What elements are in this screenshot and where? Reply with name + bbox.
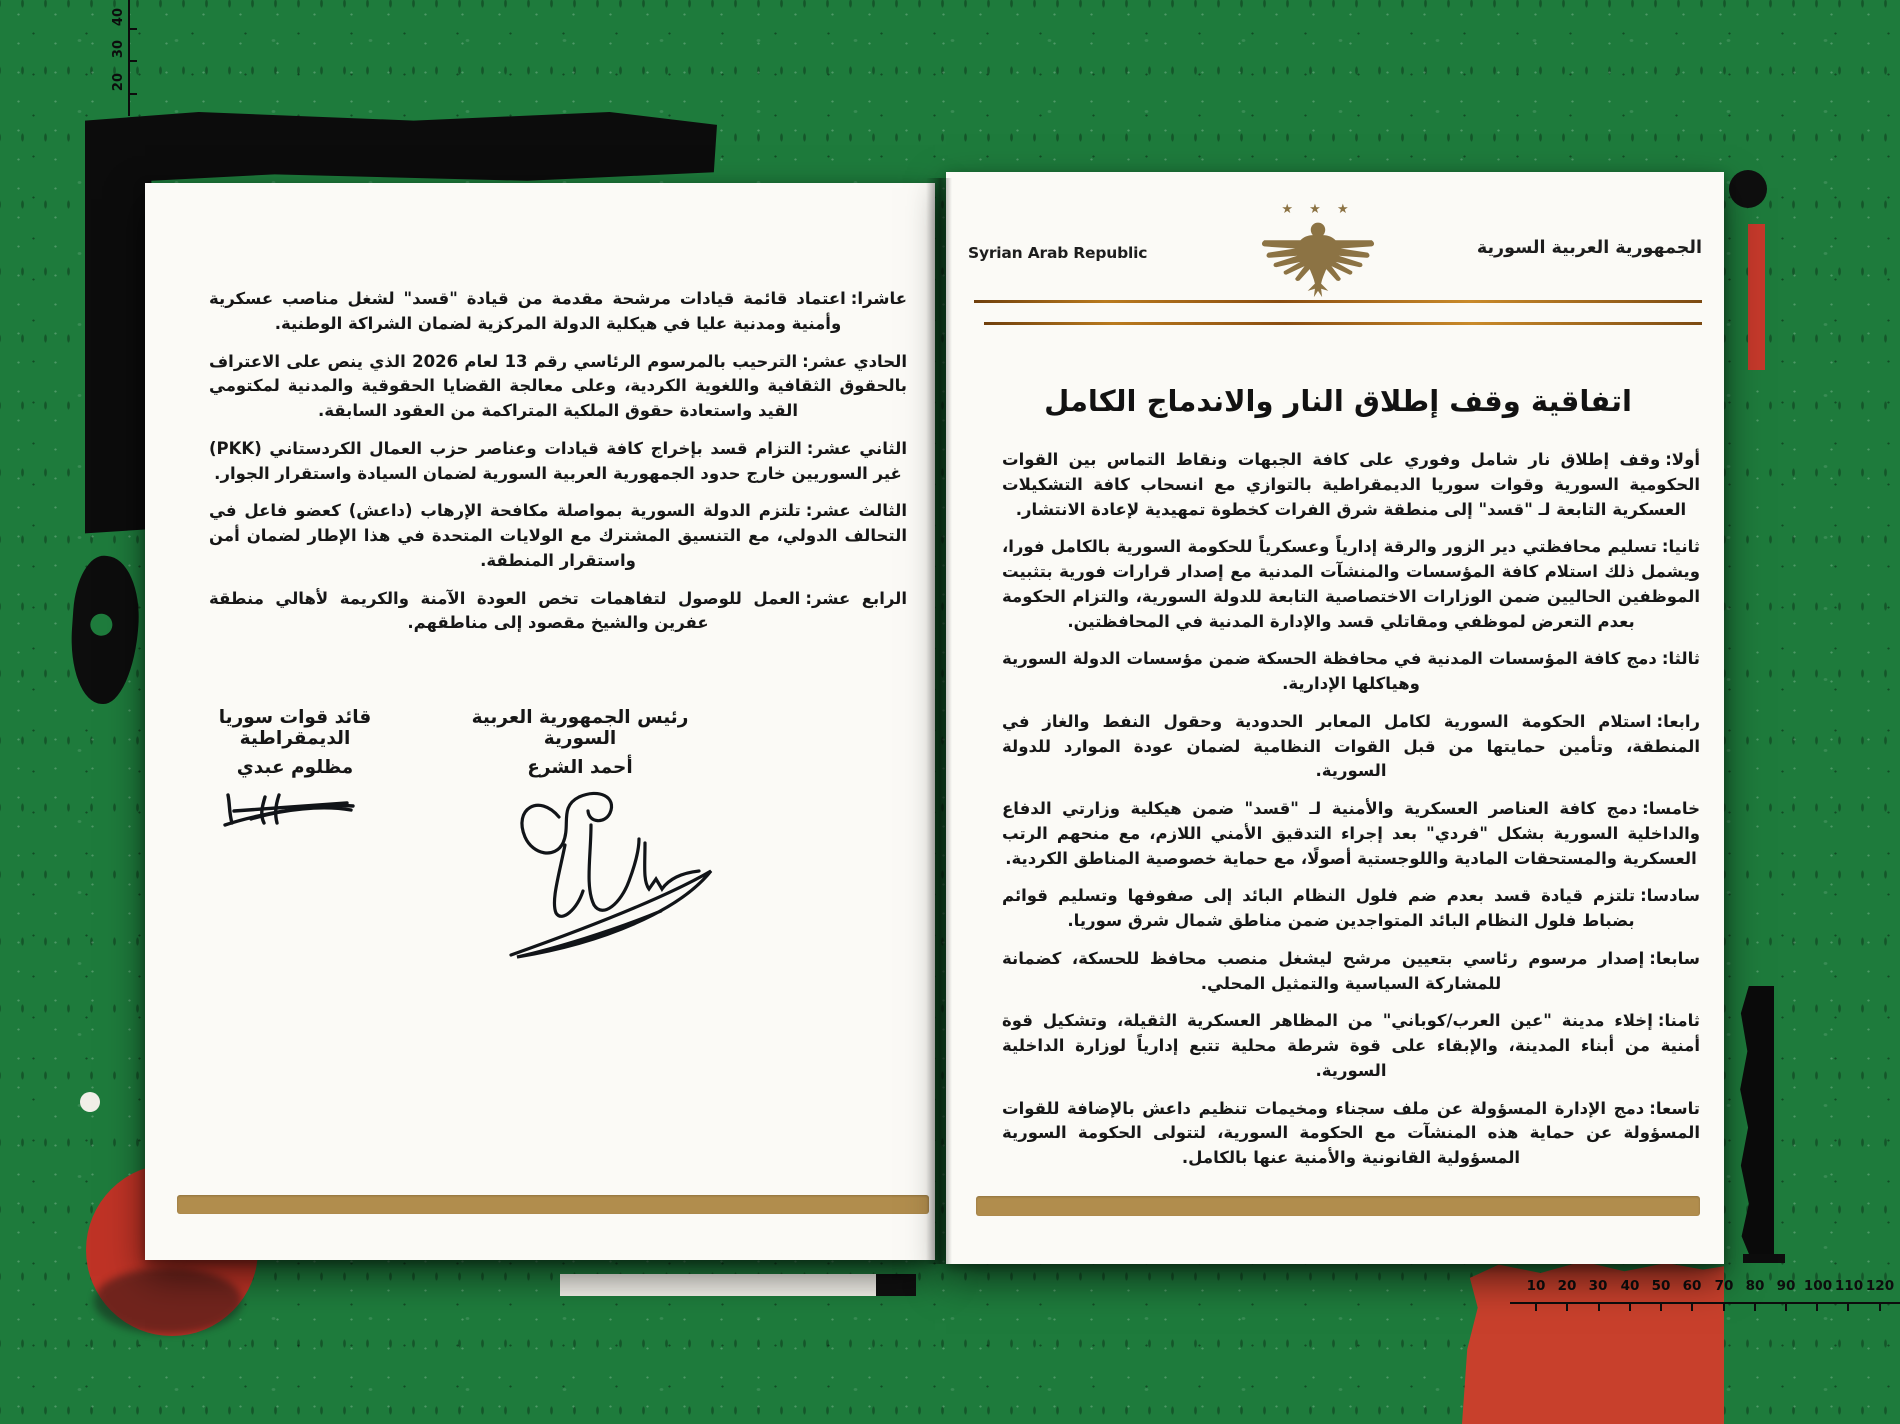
white-dot xyxy=(80,1092,100,1112)
page-seam xyxy=(926,178,952,1264)
ruler-tick xyxy=(129,93,137,95)
torn-black-scrap xyxy=(67,554,143,706)
white-strip xyxy=(560,1274,916,1296)
golden-eagle-icon xyxy=(1256,218,1380,310)
national-emblem xyxy=(1238,202,1398,314)
ruler-label: 10 xyxy=(1526,1278,1546,1294)
clause-3: ثالثا:دمج كافة المؤسسات المدنية في محافظة الحسكة ضمن مؤسسات الدولة السورية وهياكلها الإدارية. xyxy=(1002,649,1700,693)
clause-5: خامسا:دمج كافة العناصر العسكرية والأمنية لـ "قسد" ضمن هيكلية وزارتي الدفاع والداخلية السورية بشكل "فردي" بعد إجراء التدقيق الأمني اللازم، مع منحهم الرتب العسكرية والمستحقات المادية واللوجستية أصولًا، مع حماية خصوصية المناطق الكردية. xyxy=(1002,799,1700,868)
ruler-line xyxy=(128,0,130,116)
clause-14: الرابع عشر:العمل للوصول لتفاهمات تخص العودة الآمنة والكريمة لأهالي منطقة عفرين والشيخ مقصود إلى مناطقهم. xyxy=(209,588,908,633)
ruler-line xyxy=(1510,1302,1900,1304)
sdf-commander-name: مظلوم عبدي xyxy=(236,757,354,778)
clause-1: أولا:وقف إطلاق نار شامل وفوري على كافة الجبهات ونقاط التماس بين القوات الحكومية السورية وقوات سوريا الديمقراطية بالتوازي مع انسحاب كافة التشكيلات العسكرية التابعة لـ "قسد" إلى منطقة شرق الفرات كخطوة تمهيدية لإعادة الانتشار. xyxy=(1002,450,1700,519)
document-page-right xyxy=(946,172,1724,1264)
clause-4: رابعا:استلام الحكومة السورية لكامل المعابر الحدودية وحقول النفط والغاز في المنطقة، وتأمين حمايتها من قبل القوات النظامية لضمان عودة الموارد للدولة السورية. xyxy=(1002,711,1700,781)
gold-rule-top xyxy=(974,300,1702,303)
clause-2: ثانيا:تسليم محافظتي دير الزور والرقة إدارياً وعسكرياً للحكومة السورية بالكامل فورا، ويشمل ذلك استلام كافة المؤسسات والمنشآت المدنية مع إصدار قرارات فورية بتثبيت الموظفين الحاليين ضمن الوزارات الاختصاصية التابعة للدولة السورية، والتزام الحكومة بعدم التعرض لموظفي ومقاتلي قسد والإدارة المدنية في المحافظتين. xyxy=(1002,537,1700,631)
clause-9: تاسعا:دمج الإدارة المسؤولة عن ملف سجناء ومخيمات تنظيم داعش بالإضافة للقوات المسؤولة عن حماية هذه المنشآت مع الحكومة السورية، لتتولى الحكومة السورية المسؤولية القانونية والأمنية عنها بالكامل. xyxy=(1002,1098,1700,1167)
ruler-label: 20 xyxy=(111,73,126,92)
clause-10: عاشرا:اعتماد قائمة قيادات مرشحة مقدمة من قيادة "قسد" لشغل مناصب عسكرية وأمنية ومدنية عليا في هيكلية الدولة المركزية لضمان الشراكة الوطنية. xyxy=(209,289,907,333)
clause-7: سابعا:إصدار مرسوم رئاسي بتعيين مرشح ليشغل منصب محافظ للحسكة، كضمانة للمشاركة السياسية والتمثيل المحلي. xyxy=(1002,948,1700,993)
ruler-label: 20 xyxy=(1557,1278,1577,1294)
ruler-label: 100 xyxy=(1803,1278,1833,1294)
ruler-label: 70 xyxy=(1714,1278,1734,1294)
black-strip-end xyxy=(876,1274,916,1296)
page-footer-bar xyxy=(976,1196,1700,1216)
ruler-label: 90 xyxy=(1776,1278,1796,1294)
clause-13: الثالث عشر:تلتزم الدولة السورية بمواصلة مكافحة الإرهاب (داعش) كعضو فاعل في التحالف الدولي، مع التنسيق المشترك مع الولايات المتحدة في هذا الإطار لضمان أمن واستقرار المنطقة. xyxy=(209,501,907,570)
ruler-label: 30 xyxy=(1588,1278,1608,1294)
clauses-continuation xyxy=(209,287,907,649)
page-footer-bar xyxy=(177,1195,929,1214)
document-page-left xyxy=(145,183,935,1260)
president-signature xyxy=(493,783,733,983)
torn-black-strip xyxy=(1738,986,1774,1258)
sdf-commander-signature-title: قائد قوات سوريا الديمقراطية xyxy=(218,707,372,749)
clause-6: سادسا:تلتزم قيادة قسد بعدم ضم فلول النظام البائد إلى صفوفها وتسليم قوائم بضباط فلول النظام البائد المتواجدين ضمن مناطق شمال شرق سوريا. xyxy=(1002,886,1700,930)
ruler-label: 80 xyxy=(1745,1278,1765,1294)
ruler-tick xyxy=(129,28,137,30)
vertical-ruler xyxy=(111,0,148,116)
ruler-label: 40 xyxy=(111,8,126,27)
ruler-tick xyxy=(129,60,137,62)
ruler-label: 50 xyxy=(1651,1278,1671,1294)
clause-8: ثامنا:إخلاء مدينة "عين العرب/كوباني" من المظاهر العسكرية الثقيلة، وتشكيل قوة أمنية من أبناء المدينة، والإبقاء على قوة شرطة محلية تتبع إدارياً لوزارة الداخلية السورية. xyxy=(1002,1011,1700,1080)
ruler-label: 40 xyxy=(1620,1278,1640,1294)
clause-11: الحادي عشر:الترحيب بالمرسوم الرئاسي رقم 13 لعام 2026 الذي ينص على الاعتراف بالحقوق الثقافية واللغوية الكردية، وعلى معالجة القضايا الحقوقية والمدنية لمكتومي القيد واستعادة حقوق الملكية المتراكمة من العقود السابقة. xyxy=(209,351,907,420)
black-circle xyxy=(1729,170,1767,208)
green-dot xyxy=(90,613,113,636)
black-dash xyxy=(1743,1254,1785,1263)
sdf-commander-signature xyxy=(221,779,371,843)
emblem-stars-icon: ★ ★ ★ xyxy=(1281,202,1355,217)
red-bar xyxy=(1748,224,1765,370)
agreement-clauses xyxy=(1002,448,1700,1184)
ruler-label: 120 xyxy=(1865,1278,1895,1294)
horizontal-ruler xyxy=(1510,1278,1900,1318)
ruler-label: 110 xyxy=(1834,1278,1864,1294)
clause-12: الثاني عشر:التزام قسد بإخراج كافة قيادات وعناصر حزب العمال الكردستاني (PKK) غير السوريين خارج حدود الجمهورية العربية السورية لضمان السيادة واستقرار الجوار. xyxy=(209,438,908,483)
gold-rule-bottom xyxy=(984,322,1702,325)
ruler-label: 60 xyxy=(1682,1278,1702,1294)
ruler-label: 30 xyxy=(111,40,126,59)
president-name: أحمد الشرع xyxy=(527,757,633,778)
agreement-title: اتفاقية وقف إطلاق النار والاندماج الكامل xyxy=(1044,384,1632,418)
header-arabic-title: الجمهورية العربية السورية xyxy=(1476,238,1702,258)
president-signature-title: رئيس الجمهورية العربية السورية xyxy=(471,707,689,749)
grunge-shadow xyxy=(94,1268,242,1334)
header-english-title: Syrian Arab Republic xyxy=(968,244,1148,262)
